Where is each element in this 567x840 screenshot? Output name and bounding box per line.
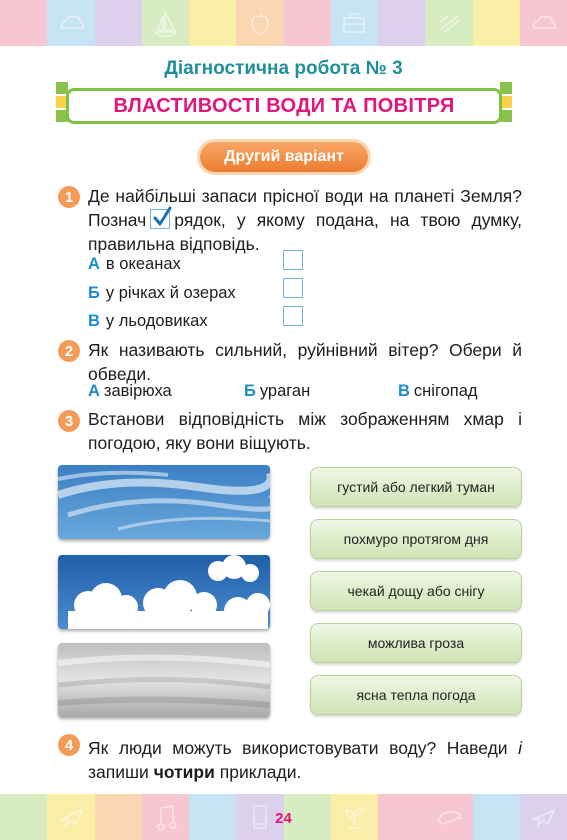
q1-option-c: В у льодовиках xyxy=(88,312,208,330)
question-2-text: Як називають сильний, руйнівний вітер? Обери й обведи. xyxy=(88,340,522,384)
strip-cell xyxy=(473,0,520,46)
sailboat-icon xyxy=(150,8,180,38)
apple-icon xyxy=(245,8,275,38)
strip-cell xyxy=(142,0,189,46)
question-4-text: Як люди можуть використовувати воду? Наведи і запиши чотири приклади. xyxy=(88,738,522,782)
topic-banner xyxy=(56,82,512,130)
strip-cell xyxy=(0,0,47,46)
page-title: Діагностична робота № 3 xyxy=(164,58,403,79)
strip-cell xyxy=(425,0,472,46)
answer-option[interactable]: густий або легкий туман xyxy=(310,467,522,507)
banner-title: ВЛАСТИВОСТІ ВОДИ ТА ПОВІТРЯ xyxy=(113,94,455,117)
q2-option-b[interactable]: Б ураган xyxy=(244,382,311,400)
cloud-icon xyxy=(528,8,558,38)
cloud-icon xyxy=(56,8,86,38)
cumulus-clouds-image[interactable] xyxy=(58,555,270,629)
top-decor-strip xyxy=(0,0,567,46)
q1-option-a: А в океанах xyxy=(88,255,181,273)
variant-badge: Другий варіант xyxy=(200,142,368,172)
strip-cell xyxy=(331,0,378,46)
page-number: 24 xyxy=(275,810,292,827)
q1-option-b: Б у річках й озерах xyxy=(88,284,236,302)
question-1-text xyxy=(88,184,522,256)
question-number: 3 xyxy=(58,410,80,432)
stratus-clouds-image[interactable] xyxy=(58,643,270,717)
q1-checkbox-a[interactable] xyxy=(283,250,303,270)
q1-checkbox-c[interactable] xyxy=(283,306,303,326)
answer-option[interactable]: чекай дощу або снігу xyxy=(310,571,522,611)
strip-cell xyxy=(236,0,283,46)
question-number: 4 xyxy=(58,734,80,756)
strip-cell xyxy=(378,0,425,46)
strip-cell xyxy=(47,0,94,46)
banner-frame xyxy=(66,88,502,124)
answer-option[interactable]: похмуро протягом дня xyxy=(310,519,522,559)
question-number: 1 xyxy=(58,186,80,208)
briefcase-icon xyxy=(339,8,369,38)
q2-option-a[interactable]: А завірюха xyxy=(88,382,172,400)
banner-corner xyxy=(500,82,512,94)
strip-cell xyxy=(284,0,331,46)
strip-cell xyxy=(95,0,142,46)
strip-cell xyxy=(520,0,567,46)
q1-checkbox-b[interactable] xyxy=(283,278,303,298)
answer-option[interactable]: можлива гроза xyxy=(310,623,522,663)
q2-option-c[interactable]: В снігопад xyxy=(398,382,478,400)
strip-cell xyxy=(189,0,236,46)
question-1-text-b: рядок, у якому подана, на твою думку, правильна відповідь. xyxy=(88,210,522,254)
question-3-text: Встанови відповідність між зображенням хмар і погодою, яку вони віщують. xyxy=(88,409,522,453)
check-example-icon xyxy=(150,209,170,229)
cirrus-clouds-image[interactable] xyxy=(58,465,270,539)
question-1-text-a: Де найбільші запаси прісної води на планеті Земля? Познач xyxy=(88,186,522,230)
weather-icon xyxy=(434,8,464,38)
answer-option[interactable]: ясна тепла погода xyxy=(310,675,522,715)
question-number: 2 xyxy=(58,340,80,362)
